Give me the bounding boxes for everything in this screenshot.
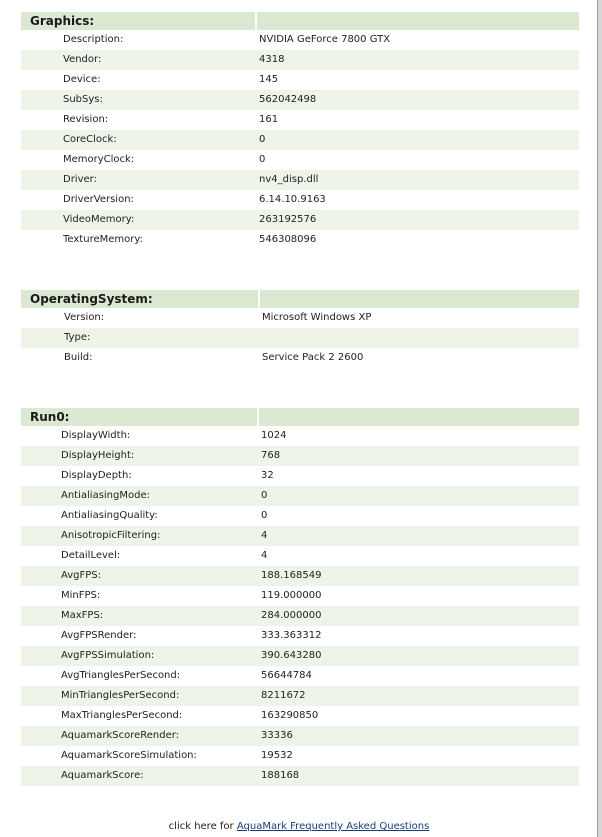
table-row xyxy=(21,170,579,190)
row-label: SubSys: xyxy=(63,94,103,105)
row-label: MinFPS: xyxy=(61,590,101,601)
row-label: AvgFPSRender: xyxy=(61,630,137,641)
footer xyxy=(0,821,598,832)
table-row xyxy=(21,30,579,50)
table-row xyxy=(21,308,579,328)
table-row xyxy=(21,546,579,566)
row-label: AntialiasingQuality: xyxy=(61,510,158,521)
table-row xyxy=(21,726,579,746)
section-title: Graphics: xyxy=(30,14,95,28)
table-row xyxy=(21,466,579,486)
row-value: 0 xyxy=(261,510,268,521)
table-row xyxy=(21,70,579,90)
table-row xyxy=(21,230,579,250)
row-label: Type: xyxy=(64,332,91,343)
row-value: 263192576 xyxy=(259,214,317,225)
row-value: 0 xyxy=(259,134,266,145)
row-value: 0 xyxy=(261,490,268,501)
row-label: MaxFPS: xyxy=(61,610,104,621)
row-value: 161 xyxy=(259,114,279,125)
table-row xyxy=(21,348,579,368)
table-row xyxy=(21,328,579,348)
row-label: DisplayDepth: xyxy=(61,470,132,481)
row-label: Version: xyxy=(64,312,105,323)
row-value: 19532 xyxy=(261,750,293,761)
row-label: Driver: xyxy=(63,174,97,185)
row-value: Microsoft Windows XP xyxy=(262,312,372,323)
section-header xyxy=(21,290,579,308)
row-label: AvgFPS: xyxy=(61,570,102,581)
row-label: VideoMemory: xyxy=(63,214,135,225)
operating-system-section xyxy=(21,290,579,368)
table-row xyxy=(21,686,579,706)
row-label: AntialiasingMode: xyxy=(61,490,150,501)
row-value: 546308096 xyxy=(259,234,317,245)
row-value: 163290850 xyxy=(261,710,319,721)
row-label: Description: xyxy=(63,34,124,45)
row-value: 56644784 xyxy=(261,670,312,681)
row-value: 0 xyxy=(259,154,266,165)
row-value: 1024 xyxy=(261,430,287,441)
run0-section xyxy=(21,408,579,786)
row-label: AquamarkScoreSimulation: xyxy=(61,750,197,761)
row-label: DisplayWidth: xyxy=(61,430,131,441)
row-value: 333.363312 xyxy=(261,630,322,641)
section-rows xyxy=(21,30,579,250)
table-row xyxy=(21,666,579,686)
table-row xyxy=(21,426,579,446)
row-label: Build: xyxy=(64,352,93,363)
table-row xyxy=(21,646,579,666)
table-row xyxy=(21,766,579,786)
row-value: 6.14.10.9163 xyxy=(259,194,326,205)
table-row xyxy=(21,50,579,70)
table-row xyxy=(21,566,579,586)
section-title: Run0: xyxy=(30,410,70,424)
table-row xyxy=(21,486,579,506)
header-divider xyxy=(258,290,260,308)
table-row xyxy=(21,746,579,766)
table-row xyxy=(21,706,579,726)
section-title: OperatingSystem: xyxy=(30,292,153,306)
table-row xyxy=(21,526,579,546)
row-label: DetailLevel: xyxy=(61,550,121,561)
section-header xyxy=(21,408,579,426)
row-value: 390.643280 xyxy=(261,650,322,661)
section-rows xyxy=(21,308,579,368)
section-rows xyxy=(21,426,579,786)
row-value: 4 xyxy=(261,550,268,561)
header-divider xyxy=(255,12,257,30)
row-label: MemoryClock: xyxy=(63,154,135,165)
row-value: 8211672 xyxy=(261,690,306,701)
graphics-section xyxy=(21,12,579,250)
table-row xyxy=(21,110,579,130)
row-value: 33336 xyxy=(261,730,293,741)
table-row xyxy=(21,130,579,150)
row-value: 284.000000 xyxy=(261,610,322,621)
row-value: nv4_disp.dll xyxy=(259,174,319,185)
row-label: DisplayHeight: xyxy=(61,450,135,461)
row-label: AquamarkScoreRender: xyxy=(61,730,180,741)
row-value: 768 xyxy=(261,450,281,461)
header-divider xyxy=(257,408,259,426)
row-value: 32 xyxy=(261,470,274,481)
row-value: 4318 xyxy=(259,54,285,65)
table-row xyxy=(21,210,579,230)
table-row xyxy=(21,446,579,466)
row-value: 4 xyxy=(261,530,268,541)
table-row xyxy=(21,586,579,606)
row-value: 188168 xyxy=(261,770,300,781)
row-label: AquamarkScore: xyxy=(61,770,144,781)
row-value: NVIDIA GeForce 7800 GTX xyxy=(259,34,391,45)
faq-link[interactable]: AquaMark Frequently Asked Questions xyxy=(236,821,430,832)
row-value: 145 xyxy=(259,74,279,85)
footer-prefix: click here for xyxy=(168,821,237,832)
row-value: 562042498 xyxy=(259,94,317,105)
row-label: DriverVersion: xyxy=(63,194,134,205)
table-row xyxy=(21,506,579,526)
table-row xyxy=(21,606,579,626)
row-label: Device: xyxy=(63,74,101,85)
row-label: MinTrianglesPerSecond: xyxy=(61,690,180,701)
row-label: AnisotropicFiltering: xyxy=(61,530,161,541)
row-label: TextureMemory: xyxy=(63,234,143,245)
table-row xyxy=(21,90,579,110)
row-label: AvgTrianglesPerSecond: xyxy=(61,670,181,681)
row-label: AvgFPSSimulation: xyxy=(61,650,155,661)
window-right-border xyxy=(597,0,602,837)
row-label: MaxTrianglesPerSecond: xyxy=(61,710,183,721)
row-label: Vendor: xyxy=(63,54,102,65)
row-value: Service Pack 2 2600 xyxy=(262,352,364,363)
table-row xyxy=(21,190,579,210)
table-row xyxy=(21,626,579,646)
table-row xyxy=(21,150,579,170)
row-label: CoreClock: xyxy=(63,134,117,145)
section-header xyxy=(21,12,579,30)
row-value: 188.168549 xyxy=(261,570,322,581)
row-value: 119.000000 xyxy=(261,590,322,601)
row-label: Revision: xyxy=(63,114,109,125)
